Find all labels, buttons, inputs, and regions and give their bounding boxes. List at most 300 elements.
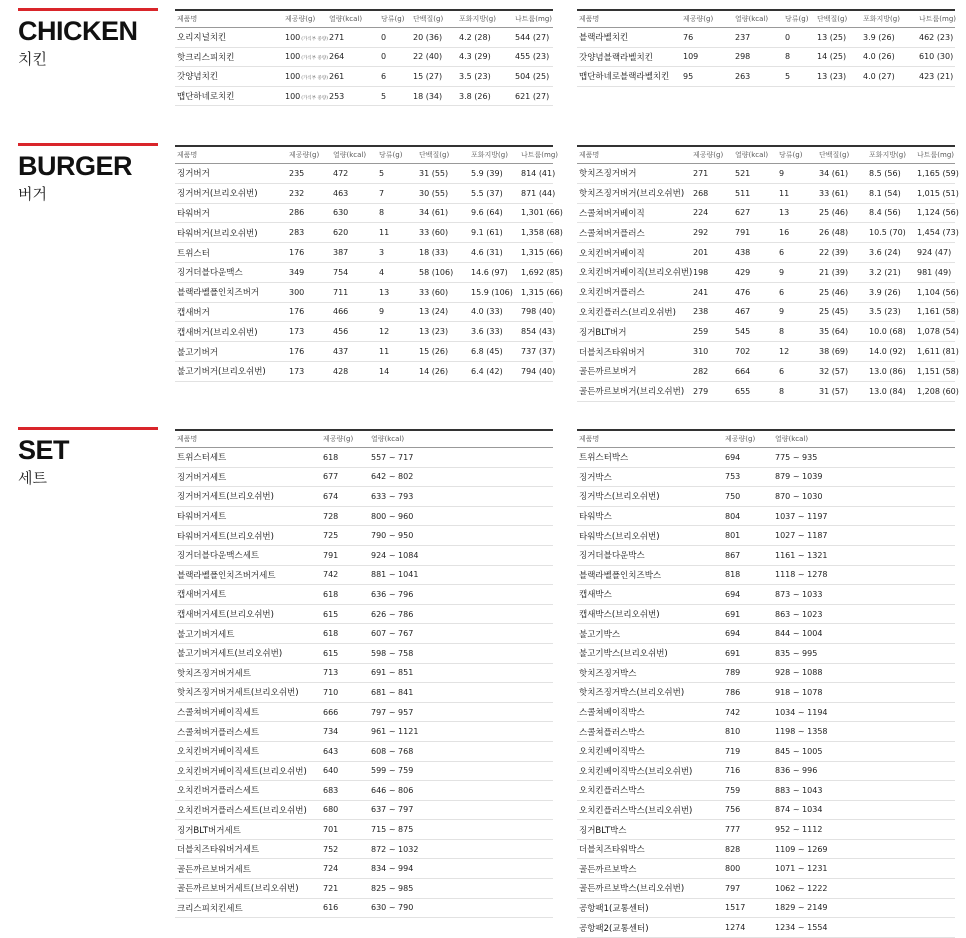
cell-sodium (915, 243, 955, 263)
cell-name (577, 526, 723, 546)
cell-value: 476 (735, 287, 751, 297)
set-table-left (175, 429, 553, 918)
cell-sodium (519, 183, 556, 203)
cell-value: 블랙라벨치킨 (579, 33, 629, 44)
cell-value: 298 (735, 52, 751, 62)
cell-name (577, 800, 723, 820)
cell-kcal (733, 342, 777, 362)
cell-name (175, 604, 321, 624)
cell-value: 타워박스(브리오쉬번) (579, 531, 660, 542)
cell-name (175, 643, 321, 663)
cell-sugar (377, 262, 417, 282)
table-row (175, 565, 553, 585)
cell-value: 14.6 (97) (471, 267, 508, 277)
cell-value: 15 (26) (419, 347, 449, 357)
cell-value: 1,161 (58) (917, 307, 959, 317)
column-header-protein: 단백질(g) (417, 146, 469, 164)
cell-value: 286 (289, 208, 305, 218)
table-row (577, 839, 955, 859)
cell-value: 6.8 (45) (471, 347, 503, 357)
cell-protein (417, 243, 469, 263)
cell-value: 31 (55) (419, 168, 449, 178)
table-row (175, 487, 553, 507)
cell-sodium (519, 262, 563, 282)
cell-name (175, 545, 321, 565)
table-row (577, 47, 955, 67)
cell-value: 33 (60) (419, 287, 449, 297)
cell-value: 1,454 (73) (917, 228, 959, 238)
column-header-serving: 제공량(g) (287, 146, 331, 164)
cell-name (577, 761, 723, 781)
cell-name (577, 361, 691, 381)
cell-value: 31 (57) (819, 386, 849, 396)
cell-value: 349 (289, 267, 305, 277)
table-row (577, 526, 955, 546)
column-header-sugar: 당류(g) (783, 10, 815, 28)
cell-value: 271 (329, 32, 345, 42)
column-header-serving: 제공량(g) (723, 430, 773, 448)
column-header-kcal: 열량(kcal) (773, 430, 955, 448)
cell-serving (287, 223, 331, 243)
cell-sodium (915, 203, 959, 223)
cell-name (175, 86, 283, 106)
cell-value: 666 (323, 707, 339, 717)
cell-value: 791 (323, 550, 339, 560)
cell-name (577, 545, 723, 565)
cell-value: 5 (381, 91, 387, 101)
cell-value: 25 (46) (819, 287, 849, 297)
cell-serving (287, 302, 331, 322)
cell-value: 100 (285, 91, 301, 101)
cell-value: 76 (683, 32, 694, 42)
cell-name (577, 203, 691, 223)
cell-protein (411, 47, 457, 67)
table-row (175, 28, 553, 48)
cell-value: 800 ~ 960 (371, 511, 414, 521)
table-row (577, 183, 955, 203)
cell-value: 1,358 (68) (521, 228, 563, 238)
cell-value: 1234 ~ 1554 (775, 923, 828, 933)
cell-serving (287, 282, 331, 302)
cell-value: 5.9 (39) (471, 168, 503, 178)
cell-kcal (369, 820, 553, 840)
cell-sugar (377, 322, 417, 342)
table-row (175, 506, 553, 526)
cell-satfat (867, 262, 915, 282)
table-row (577, 506, 955, 526)
cell-protein (417, 322, 469, 342)
table-row (175, 545, 553, 565)
table-row (175, 67, 553, 87)
cell-serving (283, 67, 327, 87)
table-row (577, 820, 955, 840)
cell-satfat (469, 282, 519, 302)
cell-serving (723, 722, 773, 742)
cell-value: 오치킨플러스박스(브리오쉬번) (579, 805, 693, 816)
cell-value: 트위스터박스 (579, 453, 629, 464)
cell-value: 283 (289, 228, 305, 238)
cell-value: 20 (36) (413, 32, 443, 42)
cell-value: 879 ~ 1039 (775, 472, 823, 482)
cell-protein (817, 223, 867, 243)
cell-value: 0 (381, 52, 387, 62)
cell-value: 253 (329, 91, 345, 101)
cell-value: 694 (725, 629, 741, 639)
cell-name (577, 506, 723, 526)
table-row (175, 361, 553, 381)
cell-serving (723, 604, 773, 624)
cell-name (577, 722, 723, 742)
cell-value: 9.6 (64) (471, 208, 503, 218)
cell-value: 1,611 (81) (917, 347, 959, 357)
cell-value: 261 (329, 71, 345, 81)
cell-protein (411, 86, 457, 106)
cell-kcal (773, 741, 955, 761)
cell-kcal (773, 800, 955, 820)
cell-satfat (867, 183, 915, 203)
title-accent-bar (18, 8, 158, 11)
cell-serving (283, 28, 327, 48)
cell-name (577, 28, 681, 48)
cell-value: 오치킨플러스박스 (579, 786, 645, 797)
serving-note: (가식부 중량) (301, 56, 328, 62)
table-row (175, 183, 553, 203)
section-title-ko: 버거 (18, 185, 47, 203)
cell-value: 786 (725, 687, 741, 697)
cell-name (175, 467, 321, 487)
cell-name (577, 741, 723, 761)
cell-value: 1,208 (60) (917, 386, 959, 396)
cell-sugar (377, 243, 417, 263)
table-row (175, 223, 553, 243)
cell-satfat (867, 203, 915, 223)
cell-name (175, 683, 321, 703)
cell-protein (417, 262, 469, 282)
cell-value: 423 (21) (919, 71, 954, 81)
table-header-row (175, 146, 553, 164)
cell-kcal (773, 898, 955, 918)
cell-value: 골든까르보박스(브리오쉬번) (579, 884, 685, 895)
column-header-name: 제품명 (577, 10, 681, 28)
cell-sugar (377, 203, 417, 223)
column-header-kcal: 열량(kcal) (369, 430, 553, 448)
cell-value: 456 (333, 327, 349, 337)
column-header-name: 제품명 (175, 430, 321, 448)
cell-name (577, 448, 723, 468)
serving-note: (가식부 중량) (301, 36, 328, 42)
column-header-sugar: 당류(g) (379, 10, 411, 28)
cell-value: 오치킨버거베이직 (579, 248, 645, 259)
cell-name (175, 203, 287, 223)
cell-value: 615 (323, 609, 339, 619)
cell-value: 618 (323, 589, 339, 599)
cell-sugar (777, 262, 817, 282)
cell-value: 타워버거세트 (177, 512, 227, 523)
cell-value: 공항팩2(교통센터) (579, 923, 649, 934)
cell-name (577, 565, 723, 585)
cell-sugar (377, 342, 417, 362)
cell-value: 스콜쳐플러스박스 (579, 727, 645, 738)
cell-value: 872 ~ 1032 (371, 844, 419, 854)
table-row (175, 898, 553, 918)
table-row (175, 761, 553, 781)
table-row (577, 565, 955, 585)
cell-value: 867 (725, 550, 741, 560)
cell-serving (723, 624, 773, 644)
cell-value: 13 (25) (817, 32, 847, 42)
cell-value: 4.6 (31) (471, 248, 503, 258)
cell-sugar (379, 28, 411, 48)
cell-serving (723, 565, 773, 585)
section-title-en: BURGER (18, 151, 133, 181)
cell-serving (321, 506, 369, 526)
cell-value: 14 (26) (419, 366, 449, 376)
cell-value: 맵단하네로치킨 (177, 92, 235, 103)
column-header-serving: 제공량(g) (283, 10, 327, 28)
column-header-name: 제품명 (175, 10, 283, 28)
cell-value: 5 (379, 168, 385, 178)
cell-sugar (377, 282, 417, 302)
table-row (175, 800, 553, 820)
cell-value: 불고기버거(브리오쉬번) (177, 367, 266, 378)
cell-serving (723, 506, 773, 526)
column-header-satfat: 포화지방(g) (861, 10, 917, 28)
table-row (577, 203, 955, 223)
cell-name (577, 381, 691, 401)
cell-sodium (519, 342, 556, 362)
cell-value: 13 (779, 208, 790, 218)
cell-kcal (327, 86, 379, 106)
cell-value: 캡새박스 (579, 590, 612, 601)
cell-kcal (331, 302, 377, 322)
cell-serving (723, 545, 773, 565)
cell-value: 620 (333, 228, 349, 238)
cell-value: 타워버거(브리오쉬번) (177, 228, 258, 239)
cell-value: 6 (381, 71, 387, 81)
table-row (577, 322, 955, 342)
cell-satfat (867, 164, 915, 184)
cell-kcal (733, 67, 783, 87)
table-row (577, 282, 955, 302)
cell-kcal (773, 565, 955, 585)
cell-value: 오치킨버거베이직세트(브리오쉬번) (177, 766, 307, 777)
cell-serving (723, 879, 773, 899)
cell-protein (817, 203, 867, 223)
cell-value: 742 (323, 570, 339, 580)
cell-serving (283, 86, 327, 106)
cell-protein (411, 28, 457, 48)
table-row (175, 243, 553, 263)
cell-kcal (369, 643, 553, 663)
cell-value: 스콜쳐베이직박스 (579, 708, 645, 719)
cell-kcal (369, 800, 553, 820)
cell-satfat (867, 342, 915, 362)
table-row (577, 604, 955, 624)
cell-sodium (519, 223, 563, 243)
cell-value: 646 ~ 806 (371, 785, 414, 795)
cell-serving (321, 722, 369, 742)
cell-kcal (369, 487, 553, 507)
table-row (175, 448, 553, 468)
cell-value: 8 (779, 327, 785, 337)
table-row (577, 262, 955, 282)
cell-value: 521 (735, 168, 751, 178)
cell-serving (287, 203, 331, 223)
cell-kcal (773, 487, 955, 507)
cell-value: 100 (285, 32, 301, 42)
cell-name (577, 663, 723, 683)
cell-serving (691, 322, 733, 342)
cell-serving (691, 183, 733, 203)
cell-name (577, 243, 691, 263)
cell-sugar (377, 223, 417, 243)
table-row (577, 342, 955, 362)
cell-kcal (733, 361, 777, 381)
cell-value: 463 (333, 188, 349, 198)
cell-kcal (331, 282, 377, 302)
table-row (175, 624, 553, 644)
section-title-ko: 세트 (18, 469, 47, 487)
table-row (175, 879, 553, 899)
cell-value: 557 ~ 717 (371, 452, 414, 462)
cell-serving (723, 800, 773, 820)
column-header-protein: 단백질(g) (817, 146, 867, 164)
cell-value: 637 ~ 797 (371, 805, 414, 815)
cell-sodium (519, 243, 563, 263)
cell-satfat (469, 243, 519, 263)
cell-satfat (469, 203, 519, 223)
table-row (577, 585, 955, 605)
cell-kcal (773, 506, 955, 526)
cell-name (175, 282, 287, 302)
table-row (175, 164, 553, 184)
cell-satfat (861, 47, 917, 67)
cell-value: 300 (289, 287, 305, 297)
cell-satfat (469, 302, 519, 322)
cell-kcal (331, 164, 377, 184)
cell-sugar (377, 164, 417, 184)
cell-value: 438 (735, 248, 751, 258)
cell-protein (417, 203, 469, 223)
cell-value: 928 ~ 1088 (775, 668, 823, 678)
cell-value: 462 (23) (919, 32, 954, 42)
cell-serving (723, 526, 773, 546)
cell-value: 블랙라벨폴인치즈박스 (579, 570, 662, 581)
cell-kcal (733, 47, 783, 67)
section-title-en: SET (18, 435, 70, 465)
cell-value: 95 (683, 71, 694, 81)
cell-kcal (773, 585, 955, 605)
cell-sugar (777, 223, 817, 243)
cell-value: 오치킨베이직박스(브리오쉬번) (579, 766, 693, 777)
cell-kcal (773, 604, 955, 624)
cell-value: 753 (725, 472, 741, 482)
cell-protein (815, 67, 861, 87)
cell-value: 11 (779, 188, 790, 198)
cell-value: 4.2 (28) (459, 32, 491, 42)
cell-name (577, 604, 723, 624)
cell-serving (723, 585, 773, 605)
table-row (175, 604, 553, 624)
cell-kcal (773, 761, 955, 781)
table-row (175, 722, 553, 742)
cell-value: 801 (725, 531, 741, 541)
cell-value: 갓양념치킨 (177, 72, 219, 83)
cell-value: 징거더블다운맥스 (177, 268, 243, 279)
cell-value: 오치킨플러스(브리오쉬번) (579, 307, 676, 318)
cell-value: 핫치즈징거버거세트 (177, 668, 251, 679)
cell-value: 3.6 (24) (869, 248, 901, 258)
cell-satfat (469, 262, 519, 282)
section-title-ko: 치킨 (18, 50, 47, 68)
cell-kcal (331, 223, 377, 243)
cell-value: 타워박스 (579, 512, 612, 523)
cell-name (175, 800, 321, 820)
cell-sugar (777, 164, 817, 184)
cell-value: 691 (725, 648, 741, 658)
cell-value: 13.0 (84) (869, 386, 906, 396)
cell-value: 스콜쳐버거베이직 (579, 208, 645, 219)
cell-kcal (733, 164, 777, 184)
cell-protein (817, 282, 867, 302)
cell-value: 608 ~ 768 (371, 746, 414, 756)
cell-value: 징거더블다운박스 (579, 551, 645, 562)
cell-value: 26 (48) (819, 228, 849, 238)
cell-value: 791 (735, 228, 751, 238)
cell-value: 1037 ~ 1197 (775, 511, 828, 521)
cell-value: 734 (323, 727, 339, 737)
table-row (577, 898, 955, 918)
cell-value: 711 (333, 287, 349, 297)
cell-value: 1,104 (56) (917, 287, 959, 297)
cell-sodium (915, 183, 959, 203)
table-row (175, 282, 553, 302)
cell-value: 607 ~ 767 (371, 629, 414, 639)
cell-value: 282 (693, 366, 709, 376)
cell-serving (723, 741, 773, 761)
cell-value: 1062 ~ 1222 (775, 883, 828, 893)
cell-value: 골든까르보버거 (579, 367, 637, 378)
cell-value: 466 (333, 307, 349, 317)
cell-value: 3.2 (21) (869, 267, 901, 277)
cell-value: 504 (25) (515, 71, 550, 81)
cell-value: 1071 ~ 1231 (775, 864, 828, 874)
cell-value: 34 (61) (819, 168, 849, 178)
cell-value: 1274 (725, 923, 746, 933)
cell-protein (815, 28, 861, 48)
cell-value: 5.5 (37) (471, 188, 503, 198)
cell-serving (321, 467, 369, 487)
cell-kcal (369, 761, 553, 781)
table-row (577, 361, 955, 381)
table-row (577, 741, 955, 761)
cell-value: 크리스피치킨세트 (177, 903, 243, 914)
cell-value: 오치킨버거플러스 (579, 288, 645, 299)
cell-name (175, 164, 287, 184)
cell-kcal (733, 28, 783, 48)
cell-value: 754 (333, 267, 349, 277)
cell-protein (817, 302, 867, 322)
cell-serving (691, 262, 733, 282)
table-row (577, 545, 955, 565)
cell-protein (817, 322, 867, 342)
cell-value: 642 ~ 802 (371, 472, 414, 482)
cell-kcal (733, 223, 777, 243)
cell-kcal (369, 506, 553, 526)
cell-serving (287, 342, 331, 362)
cell-name (577, 302, 691, 322)
cell-value: 징거박스(브리오쉬번) (579, 492, 660, 503)
